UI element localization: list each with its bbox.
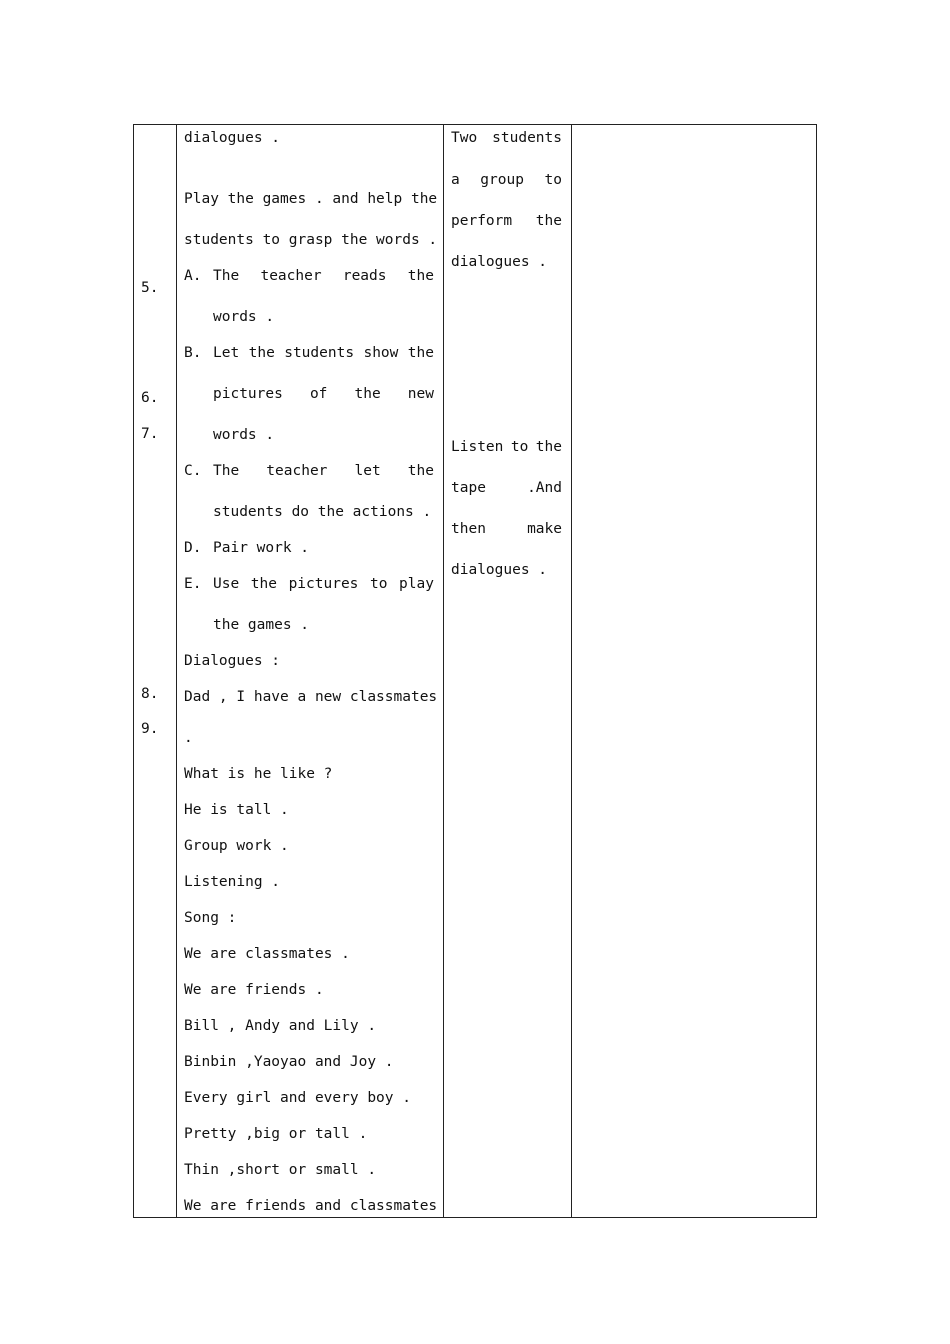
word: reads: [342, 268, 387, 284]
justified-line: [451, 479, 562, 497]
list-marker: A.: [184, 268, 202, 284]
justified-line: [451, 520, 562, 538]
justified-line: [213, 462, 434, 480]
word: The: [213, 463, 240, 479]
column-divider-1: [176, 125, 177, 1217]
justified-line: [213, 385, 434, 403]
word: .And: [527, 480, 562, 496]
word: of: [309, 386, 328, 402]
justified-line: [451, 212, 562, 230]
word: make: [527, 521, 562, 537]
word: teacher: [266, 463, 328, 479]
text-line: Thin ,short or small .: [184, 1162, 377, 1178]
column-divider-3: [571, 125, 572, 1217]
justified-line: [451, 129, 562, 147]
text-line: dialogues .: [451, 254, 548, 270]
step-number: 5.: [141, 280, 159, 296]
word: teacher: [260, 268, 322, 284]
text-line: words .: [213, 309, 275, 325]
step-number: 8.: [141, 686, 159, 702]
word: a: [451, 172, 460, 188]
column-divider-2: [443, 125, 444, 1217]
word: show: [363, 345, 399, 361]
word: the: [248, 345, 275, 361]
text-line: the games .: [213, 617, 310, 633]
word: the: [250, 576, 277, 592]
word: the: [535, 439, 562, 455]
word: the: [535, 213, 562, 229]
word: to: [510, 439, 529, 455]
text-line: Group work .: [184, 838, 289, 854]
step-number: 6.: [141, 390, 159, 406]
list-marker: C.: [184, 463, 202, 479]
step-number: 9.: [141, 721, 159, 737]
justified-line: [213, 575, 434, 593]
word: pictures: [213, 386, 283, 402]
word: the: [407, 463, 434, 479]
text-line: We are friends and classmates: [184, 1198, 438, 1214]
text-line: Dialogues :: [184, 653, 281, 669]
text-line: students to grasp the words .: [184, 232, 438, 248]
word: to: [369, 576, 388, 592]
word: new: [407, 386, 434, 402]
justified-line: [451, 438, 562, 456]
word: perform: [451, 213, 513, 229]
list-marker: D.: [184, 540, 202, 556]
text-line: students do the actions .: [213, 504, 432, 520]
word: then: [451, 521, 486, 537]
text-line: Binbin ,Yaoyao and Joy .: [184, 1054, 394, 1070]
word: Use: [213, 576, 240, 592]
text-line: Bill , Andy and Lily .: [184, 1018, 377, 1034]
word: the: [407, 268, 434, 284]
text-line: Listening .: [184, 874, 281, 890]
step-number: 7.: [141, 426, 159, 442]
word: to: [544, 172, 562, 188]
word: let: [354, 463, 381, 479]
word: The: [213, 268, 240, 284]
text-line: What is he like ?: [184, 766, 333, 782]
list-marker: E.: [184, 576, 202, 592]
text-line: Dad , I have a new classmates: [184, 689, 438, 705]
text-line: .: [184, 730, 193, 746]
text-line: words .: [213, 427, 275, 443]
word: the: [407, 345, 434, 361]
word: Listen: [451, 439, 504, 455]
text-line: dialogues .: [184, 130, 281, 146]
text-line: We are friends .: [184, 982, 324, 998]
word: play: [399, 576, 434, 592]
list-marker: B.: [184, 345, 202, 361]
text-line: We are classmates .: [184, 946, 350, 962]
text-line: He is tall .: [184, 802, 289, 818]
word: the: [354, 386, 381, 402]
word: group: [480, 172, 524, 188]
word: pictures: [288, 576, 359, 592]
text-line: Every girl and every boy .: [184, 1090, 411, 1106]
text-line: Pair work .: [213, 540, 310, 556]
text-line: Song :: [184, 910, 237, 926]
justified-line: [213, 344, 434, 362]
word: Let: [213, 345, 240, 361]
justified-line: [213, 267, 434, 285]
text-line: Play the games . and help the: [184, 191, 438, 207]
text-line: dialogues .: [451, 562, 548, 578]
word: students: [492, 130, 562, 146]
word: tape: [451, 480, 486, 496]
justified-line: [451, 171, 562, 189]
text-line: Pretty ,big or tall .: [184, 1126, 368, 1142]
word: students: [284, 345, 355, 361]
word: Two: [451, 130, 478, 146]
